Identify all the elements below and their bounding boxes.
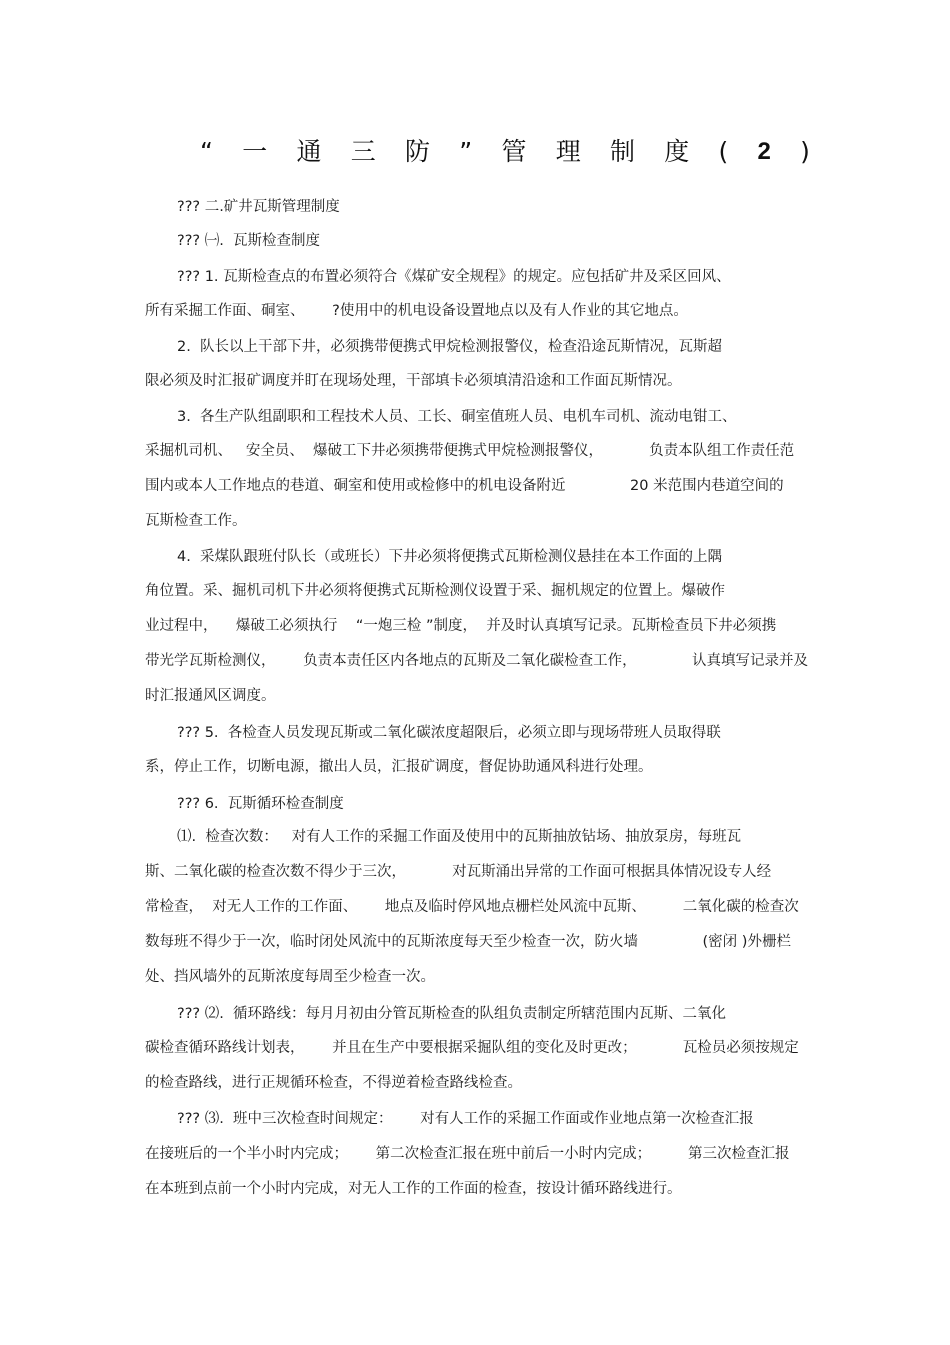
title-char: 通 [296, 137, 322, 166]
paragraph-line: 的检查路线，进行正规循环检查，不得逆着检查路线检查。 [145, 1075, 522, 1091]
title-char: 三 [350, 137, 376, 166]
subsection-heading: ??? 6. 瓦斯循环检查制度 [177, 796, 344, 812]
paragraph-line: 限必须及时汇报矿调度并盯在现场处理，干部填卡必须填清沿途和工作面瓦斯情况。 [145, 373, 682, 389]
title-char: 防 [405, 137, 431, 166]
subsection-heading: ??? ㈠. 瓦斯检查制度 [177, 233, 321, 249]
paragraph-line: 时汇报通风区调度。 [145, 688, 276, 704]
paragraph-line: ⑴. 检查次数： 对有人工作的采掘工作面及使用中的瓦斯抽放钻场、抽放泵房，每班瓦 [177, 829, 742, 845]
paragraph-line: 处、挡风墙外的瓦斯浓度每周至少检查一次。 [145, 969, 435, 985]
title-char: ( [718, 137, 729, 166]
paragraph-line: ??? ⑵. 循环路线：每月月初由分管瓦斯检查的队组负责制定所辖范围内瓦斯、二氧化 [177, 1006, 727, 1022]
paragraph-line: ??? 5. 各检查人员发现瓦斯或二氧化碳浓度超限后，必须立即与现场带班人员取得联 [177, 725, 721, 741]
paragraph-line: 围内或本人工作地点的巷道、硐室和使用或检修中的机电设备附近 20 米范围内巷道空间的 [145, 478, 784, 494]
title-char: 制 [610, 137, 636, 166]
paragraph-line: 碳检查循环路线计划表， 并且在生产中要根据采掘队组的变化及时更改； 瓦检员必须按规定 [145, 1040, 799, 1056]
paragraph-line: 在本班到点前一个小时内完成，对无人工作的工作面的检查，按设计循环路线进行。 [145, 1181, 682, 1197]
paragraph-line: 在接班后的一个半小时内完成； 第二次检查汇报在班中前后一小时内完成； 第三次检查汇报 [145, 1146, 790, 1162]
title-char: ” [459, 137, 473, 166]
title-char: 管 [501, 137, 527, 166]
title-char: 理 [555, 137, 581, 166]
title-char: 度 [664, 137, 690, 166]
section-heading: ??? 二.矿井瓦斯管理制度 [177, 199, 340, 215]
paragraph-line: 数每班不得少于一次，临时闭处风流中的瓦斯浓度每天至少检查一次，防火墙 (密闭 )外栅栏 [145, 934, 791, 950]
paragraph-line: ??? ⑶. 班中三次检查时间规定： 对有人工作的采掘工作面或作业地点第一次检查汇报 [177, 1111, 754, 1127]
paragraph-line: 常检查， 对无人工作的工作面、 地点及临时停风地点栅栏处风流中瓦斯、 二氧化碳的检查次 [145, 899, 799, 915]
paragraph-line: 系，停止工作，切断电源，撤出人员，汇报矿调度，督促协助通风科进行处理。 [145, 759, 653, 775]
paragraph-line: 所有采掘工作面、硐室、 ?使用中的机电设备设置地点以及有人作业的其它地点。 [145, 303, 688, 319]
title-char: 2 [757, 138, 771, 165]
document-title [200, 132, 810, 172]
paragraph-line: 4. 采煤队跟班付队长（或班长）下井必须将便携式瓦斯检测仪悬挂在本工作面的上隅 [177, 549, 723, 565]
title-char: “ [200, 137, 213, 166]
paragraph-line: 角位置。采、掘机司机下井必须将便携式瓦斯检测仪设置于采、掘机规定的位置上。爆破作 [145, 583, 725, 599]
paragraph-line: 3. 各生产队组副职和工程技术人员、工长、硐室值班人员、电机车司机、流动电钳工、 [177, 409, 737, 425]
paragraph-line: 带光学瓦斯检测仪， 负责本责任区内各地点的瓦斯及二氧化碳检查工作， 认真填写记录并及 [145, 653, 808, 669]
paragraph-line: 2. 队长以上干部下井，必须携带便携式甲烷检测报警仪，检查沿途瓦斯情况，瓦斯超 [177, 339, 723, 355]
title-char: 一 [242, 137, 268, 166]
title-char: ) [800, 137, 810, 166]
paragraph-line: 斯、二氧化碳的检查次数不得少于三次， 对瓦斯涌出异常的工作面可根据具体情况设专人经 [145, 864, 772, 880]
paragraph-line: 业过程中， 爆破工必须执行 “一炮三检 ”制度， 并及时认真填写记录。瓦斯检查员下井必须携 [145, 618, 777, 634]
paragraph-line: 采掘机司机、 安全员、 爆破工下井必须携带便携式甲烷检测报警仪， 负责本队组工作责任范 [145, 443, 795, 459]
paragraph-line: 瓦斯检查工作。 [145, 513, 247, 529]
paragraph-line: ??? 1. 瓦斯检查点的布置必须符合《煤矿安全规程》的规定。应包括矿井及采区回风、 [177, 269, 731, 285]
